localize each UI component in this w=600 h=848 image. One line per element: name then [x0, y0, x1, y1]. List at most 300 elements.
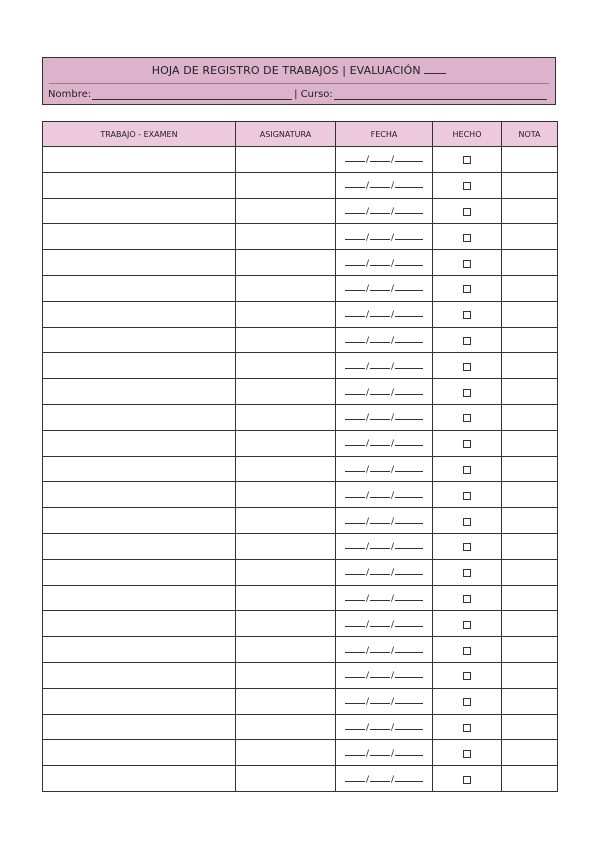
nota-cell[interactable] [502, 585, 558, 611]
done-checkbox[interactable] [463, 492, 471, 500]
hecho-cell[interactable] [433, 585, 502, 611]
trabajo-cell[interactable] [43, 147, 236, 173]
nota-cell[interactable] [502, 327, 558, 353]
asignatura-cell[interactable] [236, 224, 336, 250]
table-row [43, 714, 558, 740]
student-info-line [48, 89, 547, 100]
month-blank[interactable] [370, 695, 390, 704]
year-blank[interactable] [395, 257, 423, 266]
table-row [43, 533, 558, 559]
col-trabajo-examen: TRABAJO - EXAMEN [43, 122, 236, 147]
trabajo-cell[interactable] [43, 456, 236, 482]
asignatura-cell[interactable] [236, 637, 336, 663]
day-blank[interactable] [345, 308, 365, 317]
day-blank[interactable] [345, 592, 365, 601]
month-blank[interactable] [370, 540, 390, 549]
name-blank[interactable] [92, 90, 292, 100]
fecha-cell[interactable] [336, 275, 433, 301]
trabajo-cell[interactable] [43, 198, 236, 224]
day-blank[interactable] [345, 515, 365, 524]
month-blank[interactable] [370, 282, 390, 291]
col-asignatura: ASIGNATURA [236, 122, 336, 147]
hecho-cell[interactable] [433, 533, 502, 559]
fecha-cell[interactable] [336, 637, 433, 663]
hecho-cell[interactable] [433, 275, 502, 301]
day-blank[interactable] [345, 644, 365, 653]
asignatura-cell[interactable] [236, 379, 336, 405]
fecha-cell[interactable] [336, 301, 433, 327]
done-checkbox[interactable] [463, 724, 471, 732]
date-separator: / [391, 722, 395, 733]
date-separator: / [391, 413, 395, 424]
course-label: | Curso: [294, 89, 333, 100]
table-row [43, 430, 558, 456]
day-blank[interactable] [345, 437, 365, 446]
hecho-cell[interactable] [433, 198, 502, 224]
date-separator: / [391, 774, 395, 785]
year-blank[interactable] [395, 592, 423, 601]
trabajo-cell[interactable] [43, 430, 236, 456]
year-blank[interactable] [395, 644, 423, 653]
done-checkbox[interactable] [463, 672, 471, 680]
year-blank[interactable] [395, 153, 423, 162]
table-row [43, 224, 558, 250]
year-blank[interactable] [395, 669, 423, 678]
date-separator: / [391, 439, 395, 450]
asignatura-cell[interactable] [236, 766, 336, 792]
date-separator: / [365, 387, 369, 398]
trabajo-cell[interactable] [43, 353, 236, 379]
name-label: Nombre: [48, 89, 92, 100]
table-row [43, 688, 558, 714]
date-separator: / [391, 206, 395, 217]
month-blank[interactable] [370, 386, 390, 395]
nota-cell[interactable] [502, 766, 558, 792]
year-blank[interactable] [395, 282, 423, 291]
date-separator: / [365, 206, 369, 217]
day-blank[interactable] [345, 747, 365, 756]
asignatura-cell[interactable] [236, 662, 336, 688]
asignatura-cell[interactable] [236, 430, 336, 456]
done-checkbox[interactable] [463, 518, 471, 526]
day-blank[interactable] [345, 618, 365, 627]
asignatura-cell[interactable] [236, 559, 336, 585]
done-checkbox[interactable] [463, 466, 471, 474]
asignatura-cell[interactable] [236, 250, 336, 276]
nota-cell[interactable] [502, 147, 558, 173]
fecha-cell[interactable] [336, 327, 433, 353]
trabajo-cell[interactable] [43, 379, 236, 405]
trabajo-cell[interactable] [43, 637, 236, 663]
asignatura-cell[interactable] [236, 688, 336, 714]
trabajo-cell[interactable] [43, 172, 236, 198]
date-separator: / [365, 181, 369, 192]
month-blank[interactable] [370, 669, 390, 678]
month-blank[interactable] [370, 515, 390, 524]
day-blank[interactable] [345, 669, 365, 678]
date-separator: / [391, 181, 395, 192]
day-blank[interactable] [345, 540, 365, 549]
hecho-cell[interactable] [433, 430, 502, 456]
month-blank[interactable] [370, 308, 390, 317]
table-row [43, 147, 558, 173]
year-blank[interactable] [395, 231, 423, 240]
hecho-cell[interactable] [433, 172, 502, 198]
fecha-cell[interactable] [336, 456, 433, 482]
table-row [43, 327, 558, 353]
fecha-cell[interactable] [336, 147, 433, 173]
fecha-cell[interactable] [336, 482, 433, 508]
nota-cell[interactable] [502, 688, 558, 714]
date-separator: / [391, 361, 395, 372]
asignatura-cell[interactable] [236, 353, 336, 379]
hecho-cell[interactable] [433, 147, 502, 173]
year-blank[interactable] [395, 179, 423, 188]
month-blank[interactable] [370, 437, 390, 446]
year-blank[interactable] [395, 334, 423, 343]
done-checkbox[interactable] [463, 595, 471, 603]
trabajo-cell[interactable] [43, 740, 236, 766]
date-separator: / [365, 361, 369, 372]
register-table [42, 121, 558, 792]
date-separator: / [391, 155, 395, 166]
fecha-cell[interactable] [336, 662, 433, 688]
hecho-cell[interactable] [433, 688, 502, 714]
nota-cell[interactable] [502, 714, 558, 740]
nota-cell[interactable] [502, 740, 558, 766]
done-checkbox[interactable] [463, 182, 471, 190]
asignatura-cell[interactable] [236, 404, 336, 430]
month-blank[interactable] [370, 153, 390, 162]
date-separator: / [391, 568, 395, 579]
fecha-cell[interactable] [336, 198, 433, 224]
trabajo-cell[interactable] [43, 301, 236, 327]
asignatura-cell[interactable] [236, 482, 336, 508]
done-checkbox[interactable] [463, 285, 471, 293]
fecha-cell[interactable] [336, 250, 433, 276]
done-checkbox[interactable] [463, 208, 471, 216]
done-checkbox[interactable] [463, 750, 471, 758]
year-blank[interactable] [395, 437, 423, 446]
hecho-cell[interactable] [433, 637, 502, 663]
trabajo-cell[interactable] [43, 508, 236, 534]
table-row [43, 585, 558, 611]
nota-cell[interactable] [502, 533, 558, 559]
hecho-cell[interactable] [433, 404, 502, 430]
nota-cell[interactable] [502, 250, 558, 276]
date-separator: / [365, 310, 369, 321]
year-blank[interactable] [395, 721, 423, 730]
month-blank[interactable] [370, 411, 390, 420]
year-blank[interactable] [395, 489, 423, 498]
year-blank[interactable] [395, 747, 423, 756]
table-row [43, 740, 558, 766]
done-checkbox[interactable] [463, 647, 471, 655]
fecha-cell[interactable] [336, 172, 433, 198]
trabajo-cell[interactable] [43, 533, 236, 559]
done-checkbox[interactable] [463, 440, 471, 448]
done-checkbox[interactable] [463, 156, 471, 164]
hecho-cell[interactable] [433, 611, 502, 637]
date-separator: / [391, 645, 395, 656]
month-blank[interactable] [370, 566, 390, 575]
table-row [43, 275, 558, 301]
day-blank[interactable] [345, 773, 365, 782]
table-row [43, 198, 558, 224]
hecho-cell[interactable] [433, 250, 502, 276]
nota-cell[interactable] [502, 611, 558, 637]
date-separator: / [391, 516, 395, 527]
date-separator: / [365, 413, 369, 424]
year-blank[interactable] [395, 695, 423, 704]
date-separator: / [365, 748, 369, 759]
date-separator: / [365, 722, 369, 733]
day-blank[interactable] [345, 257, 365, 266]
table-row [43, 559, 558, 585]
month-blank[interactable] [370, 463, 390, 472]
hecho-cell[interactable] [433, 714, 502, 740]
day-blank[interactable] [345, 179, 365, 188]
done-checkbox[interactable] [463, 260, 471, 268]
asignatura-cell[interactable] [236, 301, 336, 327]
asignatura-cell[interactable] [236, 456, 336, 482]
fecha-cell[interactable] [336, 611, 433, 637]
date-separator: / [391, 335, 395, 346]
trabajo-cell[interactable] [43, 275, 236, 301]
fecha-cell[interactable] [336, 224, 433, 250]
date-separator: / [391, 748, 395, 759]
date-separator: / [391, 310, 395, 321]
month-blank[interactable] [370, 334, 390, 343]
trabajo-cell[interactable] [43, 327, 236, 353]
day-blank[interactable] [345, 695, 365, 704]
date-separator: / [365, 619, 369, 630]
nota-cell[interactable] [502, 379, 558, 405]
nota-cell[interactable] [502, 637, 558, 663]
day-blank[interactable] [345, 463, 365, 472]
nota-cell[interactable] [502, 198, 558, 224]
fecha-cell[interactable] [336, 714, 433, 740]
nota-cell[interactable] [502, 662, 558, 688]
date-separator: / [365, 697, 369, 708]
month-blank[interactable] [370, 747, 390, 756]
nota-cell[interactable] [502, 224, 558, 250]
nota-cell[interactable] [502, 456, 558, 482]
table-row [43, 508, 558, 534]
fecha-cell[interactable] [336, 585, 433, 611]
month-blank[interactable] [370, 721, 390, 730]
date-separator: / [365, 490, 369, 501]
done-checkbox[interactable] [463, 389, 471, 397]
nota-cell[interactable] [502, 482, 558, 508]
asignatura-cell[interactable] [236, 147, 336, 173]
table-row [43, 379, 558, 405]
year-blank[interactable] [395, 773, 423, 782]
hecho-cell[interactable] [433, 559, 502, 585]
nota-cell[interactable] [502, 430, 558, 456]
asignatura-cell[interactable] [236, 508, 336, 534]
date-separator: / [365, 232, 369, 243]
table-row [43, 456, 558, 482]
done-checkbox[interactable] [463, 363, 471, 371]
nota-cell[interactable] [502, 275, 558, 301]
year-blank[interactable] [395, 618, 423, 627]
date-separator: / [365, 568, 369, 579]
course-blank[interactable] [334, 90, 547, 100]
date-separator: / [391, 490, 395, 501]
asignatura-cell[interactable] [236, 533, 336, 559]
date-separator: / [365, 645, 369, 656]
title-text: HOJA DE REGISTRO DE TRABAJOS | EVALUACIÓN [151, 64, 421, 77]
day-blank[interactable] [345, 205, 365, 214]
done-checkbox[interactable] [463, 621, 471, 629]
year-blank[interactable] [395, 463, 423, 472]
page-title [43, 64, 555, 77]
asignatura-cell[interactable] [236, 740, 336, 766]
month-blank[interactable] [370, 644, 390, 653]
hecho-cell[interactable] [433, 301, 502, 327]
year-blank[interactable] [395, 411, 423, 420]
year-blank[interactable] [395, 360, 423, 369]
fecha-cell[interactable] [336, 688, 433, 714]
evaluation-blank[interactable] [424, 64, 446, 74]
hecho-cell[interactable] [433, 662, 502, 688]
fecha-cell[interactable] [336, 404, 433, 430]
hecho-cell[interactable] [433, 508, 502, 534]
fecha-cell[interactable] [336, 353, 433, 379]
trabajo-cell[interactable] [43, 688, 236, 714]
trabajo-cell[interactable] [43, 404, 236, 430]
date-separator: / [365, 258, 369, 269]
hecho-cell[interactable] [433, 766, 502, 792]
hecho-cell[interactable] [433, 379, 502, 405]
hecho-cell[interactable] [433, 224, 502, 250]
trabajo-cell[interactable] [43, 662, 236, 688]
year-blank[interactable] [395, 386, 423, 395]
date-separator: / [391, 464, 395, 475]
trabajo-cell[interactable] [43, 611, 236, 637]
month-blank[interactable] [370, 360, 390, 369]
trabajo-cell[interactable] [43, 250, 236, 276]
nota-cell[interactable] [502, 172, 558, 198]
year-blank[interactable] [395, 515, 423, 524]
date-separator: / [391, 232, 395, 243]
done-checkbox[interactable] [463, 543, 471, 551]
year-blank[interactable] [395, 540, 423, 549]
table-row [43, 637, 558, 663]
hecho-cell[interactable] [433, 482, 502, 508]
month-blank[interactable] [370, 179, 390, 188]
month-blank[interactable] [370, 205, 390, 214]
asignatura-cell[interactable] [236, 714, 336, 740]
nota-cell[interactable] [502, 353, 558, 379]
asignatura-cell[interactable] [236, 275, 336, 301]
done-checkbox[interactable] [463, 569, 471, 577]
done-checkbox[interactable] [463, 337, 471, 345]
done-checkbox[interactable] [463, 414, 471, 422]
date-separator: / [365, 542, 369, 553]
fecha-cell[interactable] [336, 430, 433, 456]
month-blank[interactable] [370, 592, 390, 601]
hecho-cell[interactable] [433, 327, 502, 353]
nota-cell[interactable] [502, 508, 558, 534]
hecho-cell[interactable] [433, 353, 502, 379]
day-blank[interactable] [345, 721, 365, 730]
table-header-row [43, 122, 558, 147]
date-separator: / [365, 671, 369, 682]
done-checkbox[interactable] [463, 234, 471, 242]
day-blank[interactable] [345, 282, 365, 291]
trabajo-cell[interactable] [43, 585, 236, 611]
date-separator: / [391, 671, 395, 682]
nota-cell[interactable] [502, 404, 558, 430]
month-blank[interactable] [370, 257, 390, 266]
fecha-cell[interactable] [336, 766, 433, 792]
date-separator: / [365, 284, 369, 295]
trabajo-cell[interactable] [43, 766, 236, 792]
nota-cell[interactable] [502, 301, 558, 327]
asignatura-cell[interactable] [236, 172, 336, 198]
fecha-cell[interactable] [336, 379, 433, 405]
table-row [43, 404, 558, 430]
day-blank[interactable] [345, 334, 365, 343]
fecha-cell[interactable] [336, 508, 433, 534]
table-row [43, 766, 558, 792]
month-blank[interactable] [370, 489, 390, 498]
day-blank[interactable] [345, 566, 365, 575]
col-fecha: FECHA [336, 122, 433, 147]
day-blank[interactable] [345, 231, 365, 240]
year-blank[interactable] [395, 205, 423, 214]
year-blank[interactable] [395, 566, 423, 575]
asignatura-cell[interactable] [236, 198, 336, 224]
fecha-cell[interactable] [336, 740, 433, 766]
asignatura-cell[interactable] [236, 327, 336, 353]
col-hecho: HECHO [433, 122, 502, 147]
hecho-cell[interactable] [433, 740, 502, 766]
date-separator: / [391, 542, 395, 553]
year-blank[interactable] [395, 308, 423, 317]
done-checkbox[interactable] [463, 698, 471, 706]
done-checkbox[interactable] [463, 311, 471, 319]
day-blank[interactable] [345, 360, 365, 369]
table-row [43, 250, 558, 276]
day-blank[interactable] [345, 153, 365, 162]
hecho-cell[interactable] [433, 456, 502, 482]
trabajo-cell[interactable] [43, 559, 236, 585]
day-blank[interactable] [345, 386, 365, 395]
day-blank[interactable] [345, 411, 365, 420]
trabajo-cell[interactable] [43, 714, 236, 740]
asignatura-cell[interactable] [236, 611, 336, 637]
date-separator: / [365, 155, 369, 166]
month-blank[interactable] [370, 773, 390, 782]
asignatura-cell[interactable] [236, 585, 336, 611]
day-blank[interactable] [345, 489, 365, 498]
date-separator: / [365, 774, 369, 785]
month-blank[interactable] [370, 231, 390, 240]
trabajo-cell[interactable] [43, 482, 236, 508]
month-blank[interactable] [370, 618, 390, 627]
table-row [43, 172, 558, 198]
trabajo-cell[interactable] [43, 224, 236, 250]
fecha-cell[interactable] [336, 533, 433, 559]
date-separator: / [365, 439, 369, 450]
date-separator: / [365, 464, 369, 475]
nota-cell[interactable] [502, 559, 558, 585]
done-checkbox[interactable] [463, 776, 471, 784]
fecha-cell[interactable] [336, 559, 433, 585]
